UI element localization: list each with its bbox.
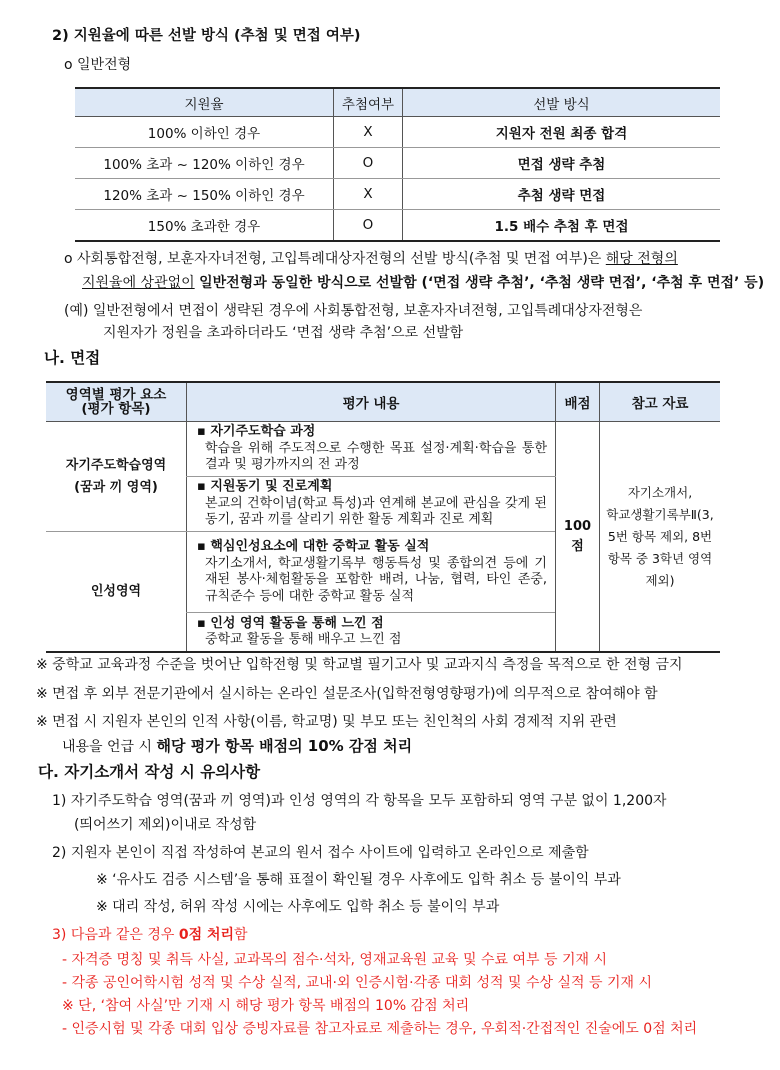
item-3 xyxy=(52,924,248,944)
table-row xyxy=(46,422,720,477)
col-header-area: 영역별 평가 요소 (평가 항목) xyxy=(46,382,187,422)
note-other-tracks-line1 xyxy=(64,248,678,268)
col-header-method: 선발 방식 xyxy=(403,88,721,117)
note-personal-info-line2 xyxy=(62,735,412,756)
self-intro-heading: 다. 자기소개서 작성 시 유의사항 xyxy=(38,763,261,781)
red-rule-2: - 각종 공인어학시험 성적 및 수상 실적, 교내·외 인증시험·각종 대회 성적 및 수상 실적 등 기재 시 xyxy=(62,975,652,991)
method-cell: 면접 생략 추첨 xyxy=(403,148,721,179)
col-header-ref: 참고 자료 xyxy=(600,382,721,422)
note-personal-info-line1: ※ 면접 시 지원자 본인의 인적 사항(이름, 학교명) 및 부모 또는 친인척의 사회 경제적 지위 관련 xyxy=(36,714,617,730)
lottery-cell: X xyxy=(334,117,403,148)
col-header-content: 평가 내용 xyxy=(187,382,556,422)
red-rule-4: - 인증시험 및 각종 대회 입상 증빙자료를 참고자료로 제출하는 경우, 우회적·간접적인 진술에도 0점 처리 xyxy=(62,1021,698,1037)
table-row xyxy=(75,179,720,210)
rate-cell: 100% 이하인 경우 xyxy=(75,117,334,148)
item-3-text: 3) 다음과 같은 경우 xyxy=(52,927,179,943)
method-cell: 1.5 배수 추첨 후 면접 xyxy=(403,210,721,242)
rate-cell: 150% 초과한 경우 xyxy=(75,210,334,242)
area-character: 인성영역 xyxy=(46,532,187,653)
section-2-heading: 2) 지원율에 따른 선발 방식 (추첨 및 면접 여부) xyxy=(52,28,361,44)
selection-method-table xyxy=(75,87,720,242)
note-survey: ※ 면접 후 외부 전문기관에서 실시하는 온라인 설문조사(입학전형영향평가)에 의무적으로 참여해야 함 xyxy=(36,686,658,702)
item-desc: 본교의 건학이념(학교 특성)과 연계해 본교에 관심을 갖게 된 동기, 꿈과 끼를 살리기 위한 활동 계획과 진로 계획 xyxy=(205,495,547,528)
interview-heading: 나. 면접 xyxy=(44,349,101,367)
item-desc: 학습을 위해 주도적으로 수행한 목표 설정·계획·학습을 통한 결과 및 평가까지의 전 과정 xyxy=(205,440,547,473)
method-cell: 지원자 전원 최종 합격 xyxy=(403,117,721,148)
note-other-tracks-line2 xyxy=(82,272,764,292)
content-cell xyxy=(187,477,556,532)
col-header-lottery: 추첨여부 xyxy=(334,88,403,117)
general-admission-label: o 일반전형 xyxy=(64,57,132,73)
example-line2: 지원자가 정원을 초과하더라도 ‘면접 생략 추첨’으로 선발함 xyxy=(103,325,464,341)
lottery-cell: O xyxy=(334,148,403,179)
lottery-cell: X xyxy=(334,179,403,210)
content-cell xyxy=(187,422,556,477)
red-rule-1: - 자격증 명칭 및 취득 사실, 교과목의 점수·석차, 영재교육원 교육 및 수료 여부 등 기재 시 xyxy=(62,952,607,968)
note-text: 내용을 언급 시 xyxy=(62,739,157,755)
underlined-text: 지원율에 상관없이 xyxy=(82,275,195,291)
red-rule-3: ※ 단, ‘참여 사실’만 기재 시 해당 평가 항목 배점의 10% 감점 처리 xyxy=(62,998,470,1014)
underlined-text: 해당 전형의 xyxy=(605,251,678,267)
item-title: ▪ 지원동기 및 진로계획 xyxy=(197,479,333,495)
item-title: ▪ 인성 영역 활동을 통해 느낀 점 xyxy=(197,615,384,631)
item-1-line1: 1) 자기주도학습 영역(꿈과 끼 영역)과 인성 영역의 각 항목을 모두 포함하되 영역 구분 없이 1,200자 xyxy=(52,793,667,809)
rate-cell: 120% 초과 ~ 150% 이하인 경우 xyxy=(75,179,334,210)
bold-text: 해당 평가 항목 배점의 10% 감점 처리 xyxy=(156,737,413,755)
content-cell xyxy=(187,532,556,613)
col-header-score: 배점 xyxy=(556,382,600,422)
col-header-rate: 지원율 xyxy=(75,88,334,117)
item-desc: 중학교 활동을 통해 배우고 느낀 점 xyxy=(205,632,402,647)
note-text: o 사회통합전형, 보훈자자녀전형, 고입특례대상자전형의 선발 방식(추첨 및 면접 여부)은 xyxy=(64,251,606,267)
item-2-note-2: ※ 대리 작성, 허위 작성 시에는 사후에도 입학 취소 등 불이익 부과 xyxy=(96,899,500,915)
reference-cell: 자기소개서, 학교생활기록부Ⅱ(3, 5번 항목 제외, 8번 항목 중 3학년 영역 제외) xyxy=(600,422,721,653)
table-row xyxy=(75,210,720,242)
score-cell: 100 점 xyxy=(556,422,600,653)
table-row xyxy=(75,148,720,179)
table-row xyxy=(75,117,720,148)
content-cell xyxy=(187,613,556,653)
note-prohibition: ※ 중학교 교육과정 수준을 벗어난 입학전형 및 학교별 필기고사 및 교과지식 측정을 목적으로 한 전형 금지 xyxy=(36,657,683,673)
item-title: ▪ 핵심인성요소에 대한 중학교 활동 실적 xyxy=(197,539,430,554)
item-2-note-1: ※ ‘유사도 검증 시스템’을 통해 표절이 확인될 경우 사후에도 입학 취소 등 불이익 부과 xyxy=(96,872,621,888)
item-3-tail: 함 xyxy=(234,927,248,943)
item-2: 2) 지원자 본인이 직접 작성하여 본교의 원서 접수 사이트에 입력하고 온라인으로 제출함 xyxy=(52,845,589,861)
example-line1: (예) 일반전형에서 면접이 생략된 경우에 사회통합전형, 보훈자자녀전형, 고입특례대상자전형은 xyxy=(64,303,643,319)
lottery-cell: O xyxy=(334,210,403,242)
method-cell: 추첨 생략 면접 xyxy=(403,179,721,210)
item-1-line2: (띄어쓰기 제외)이내로 작성함 xyxy=(74,817,257,833)
item-title: ▪ 자기주도학습 과정 xyxy=(197,424,316,440)
area-self-directed: 자기주도학습영역 (꿈과 끼 영역) xyxy=(46,422,187,532)
rate-cell: 100% 초과 ~ 120% 이하인 경우 xyxy=(75,148,334,179)
bold-text: 일반전형과 동일한 방식으로 선발함 (‘면접 생략 추첨’, ‘추첨 생략 면접’, ‘추첨 후 면접’ 등) xyxy=(199,275,765,291)
interview-table xyxy=(46,381,720,653)
item-3-bold: 0점 처리 xyxy=(178,927,235,943)
item-desc: 자기소개서, 학교생활기록부 행동특성 및 종합의견 등에 기재된 봉사·체험활동을 포함한 배려, 나눔, 협력, 타인 존중, 규칙준수 등에 대한 중학교 활동 실적 xyxy=(205,555,547,604)
